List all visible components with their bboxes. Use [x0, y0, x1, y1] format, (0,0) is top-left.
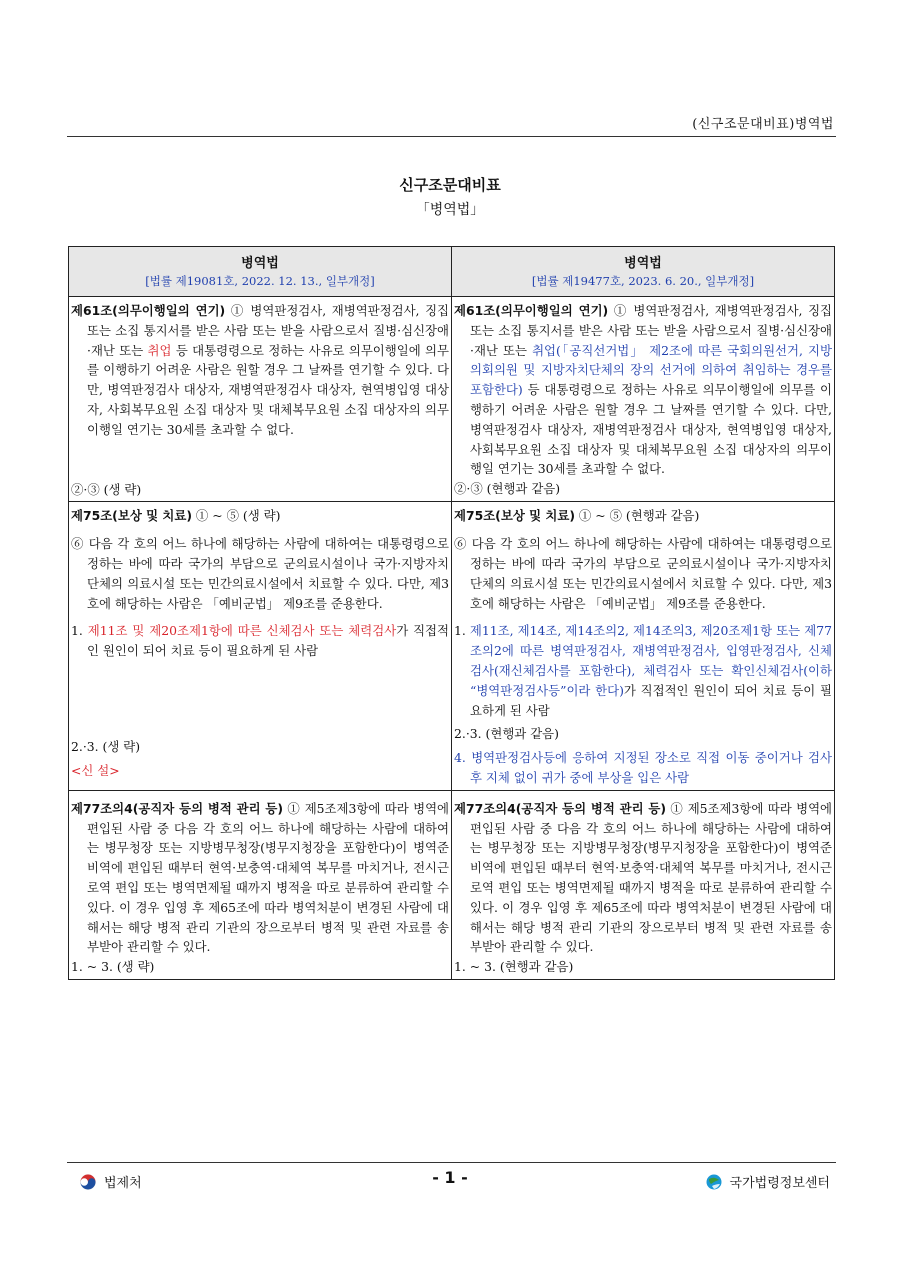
item-number: 1. [71, 623, 88, 639]
article-text: ① ~ ⑤ (현행과 같음) [574, 508, 700, 524]
table-row [69, 502, 835, 790]
amended-text: 제11조, 제14조, 제14조의2, 제14조의3, 제20조제1항 또는 제77조의2에 따른 병역판정검사, 재병역판정검사, 입영판정검사, 신체검사(재신체검사를 포함한다), 체력검사 또는 확인신체검사(이하 “병역판정검사등”이라 한다) [469, 623, 832, 698]
article-paragraph [454, 506, 832, 526]
page-title: 신구조문대비표 [399, 176, 501, 194]
globe-logo-icon [706, 1174, 722, 1190]
article-title: 제77조의4(공직자 등의 병적 관리 등) [71, 800, 283, 816]
article-item: 2.·3. (생 략) [71, 738, 141, 754]
header-divider [67, 136, 836, 137]
old-article-77-4 [69, 790, 452, 979]
new-article-75 [452, 502, 835, 790]
article-title: 제75조(보상 및 치료) [454, 508, 575, 524]
new-law-title: 병역법 [624, 256, 662, 271]
article-paragraph [454, 301, 832, 479]
page-number: - 1 - [432, 1168, 468, 1187]
item-number: 1. [454, 623, 470, 639]
article-item: 1. ~ 3. (생 략) [71, 959, 155, 975]
footer-divider [67, 1162, 836, 1163]
footer-right-label: 국가법령정보센터 [729, 1176, 830, 1191]
comparison-table [68, 246, 835, 980]
article-text: 등 대통령령으로 정하는 사유로 의무이행일에 의무를 이행하기 어려운 사람은 원할 경우 그 날짜를 연기할 수 있다. 다만, 병역판정검사 대상자, 재병역판정검사 대상자, 현역병입영 대상자, 사회복무요원 소집 대상자 및 대체복무요원 소집 대상자의 의무이행일 연기는 30세를 초과할 수 없다. [87, 342, 449, 437]
article-item: 2.·3. (현행과 같음) [454, 726, 559, 742]
old-article-75 [69, 502, 452, 790]
deleted-text: 취업 [147, 342, 172, 358]
article-text: ① 제5조제3항에 따라 병역에 편입된 사람 중 다음 각 호의 어느 하나에 해당하는 사람에 대하여는 병무청장 또는 지방병무청장(병무지청장을 포함한다)이 병역준비역에 편입된 때부터 현역·보충역·대체역 복무를 마치거나, 전시근로역 편입 또는 병역면제될 때까지 병적을 따로 분류하여 관리할 수 있다. 이 경우 입영 후 제65조에 따라 병역처분이 변경된 사람에 대해서는 해당 병적 관리 기관의 장으로부터 병적 및 관련 자료를 송부받아 관리할 수 있다. [87, 800, 450, 955]
article-text: ① 병역판정검사, 재병역판정검사, 징집 또는 소집 통지서를 받은 사람 또는 받을 사람으로서 질병·심신장애·재난 또는 [470, 303, 833, 358]
article-paragraph [71, 506, 449, 526]
amended-text: 취업(「공직선거법」 제2조에 따른 국회의원선거, 지방의회의원 및 지방자치단체의 장의 선거에 의하여 취임하는 경우를 포함한다) [470, 342, 832, 398]
article-paragraph [71, 301, 449, 440]
article-text: ① ~ ⑤ (생 략) [191, 508, 281, 524]
table-row [69, 297, 835, 502]
new-law-header [452, 247, 835, 297]
article-text: ① 병역판정검사, 재병역판정검사, 징집 또는 소집 통지서를 받은 사람 또는 받을 사람으로서 질병·심신장애·재난 또는 [87, 303, 450, 358]
old-law-header [69, 247, 452, 297]
deleted-text: 제11조 및 제20조제1항에 따른 신체검사 또는 체력검사 [87, 623, 397, 639]
article-title: 제75조(보상 및 치료) [71, 508, 192, 524]
article-item: 1. ~ 3. (현행과 같음) [454, 959, 574, 975]
item-text: 가 직접적인 원인이 되어 치료 등이 필요하게 된 사람 [87, 623, 449, 659]
new-provision-marker: <신 설> [71, 762, 120, 778]
header-document-label: (신구조문대비표)병역법 [692, 117, 834, 132]
article-paragraph: ②·③ (현행과 같음) [454, 481, 561, 497]
article-paragraph: ⑥ 다음 각 호의 어느 하나에 해당하는 사람에 대하여는 대통령령으로 정하는 바에 따라 국가의 부담으로 군의료시설이나 국가·지방자치단체의 의료시설 또는 민간의료시설에서 치료할 수 있다. 다만, 제3호에 해당하는 사람은 「예비군법」 제9조를 준용한다. [454, 536, 832, 611]
footer-left-label: 법제처 [104, 1176, 142, 1191]
article-paragraph: ⑥ 다음 각 호의 어느 하나에 해당하는 사람에 대하여는 대통령령으로 정하는 바에 따라 국가의 부담으로 군의료시설이나 국가·지방자치단체의 의료시설 또는 민간의료시설에서 치료할 수 있다. 다만, 제3호에 해당하는 사람은 「예비군법」 제9조를 준용한다. [71, 536, 449, 611]
old-article-61 [69, 297, 452, 502]
article-text: ① 제5조제3항에 따라 병역에 편입된 사람 중 다음 각 호의 어느 하나에 해당하는 사람에 대하여는 병무청장 또는 지방병무청장(병무지청장을 포함한다)이 병역준비역에 편입된 때부터 현역·보충역·대체역 복무를 마치거나, 전시근로역 편입 또는 병역면제될 때까지 병적을 따로 분류하여 관리할 수 있다. 이 경우 입영 후 제65조에 따라 병역처분이 변경된 사람에 대해서는 해당 병적 관리 기관의 장으로부터 병적 및 관련 자료를 송부받아 관리할 수 있다. [470, 800, 833, 955]
article-text: 등 대통령령으로 정하는 사유로 의무이행일에 의무를 이행하기 어려운 사람은 원할 경우 그 날짜를 연기할 수 있다. 다만, 병역판정검사 대상자, 재병역판정검사 대상자, 현역병입영 대상자, 사회복무요원 소집 대상자 및 대체복무요원 소집 대상자의 의무이행일 연기는 30세를 초과할 수 없다. [470, 382, 832, 477]
article-title: 제61조(의무이행일의 연기) [71, 303, 226, 318]
article-paragraph [71, 799, 449, 957]
article-item [454, 621, 832, 720]
new-article-61 [452, 297, 835, 502]
article-paragraph [454, 799, 832, 957]
new-law-version: [법률 제19477호, 2023. 6. 20., 일부개정] [531, 274, 755, 288]
article-title: 제77조의4(공직자 등의 병적 관리 등) [454, 800, 666, 816]
table-header-row [69, 247, 835, 297]
new-article-77-4 [452, 790, 835, 979]
table-row [69, 790, 835, 979]
article-title: 제61조(의무이행일의 연기) [454, 303, 609, 318]
article-item [71, 621, 449, 661]
page-subtitle: 「병역법」 [415, 202, 485, 218]
item-text: 가 직접적인 원인이 되어 치료 등이 필요하게 된 사람 [470, 682, 832, 718]
article-item: 4. 병역판정검사등에 응하여 지정된 장소로 직접 이동 중이거나 검사 후 지체 없이 귀가 중에 부상을 입은 사람 [454, 750, 832, 785]
article-paragraph: ②·③ (생 략) [71, 481, 142, 497]
old-law-title: 병역법 [241, 256, 279, 271]
old-law-version: [법률 제19081호, 2022. 12. 13., 일부개정] [145, 274, 375, 288]
footer-center-org [706, 1172, 830, 1191]
